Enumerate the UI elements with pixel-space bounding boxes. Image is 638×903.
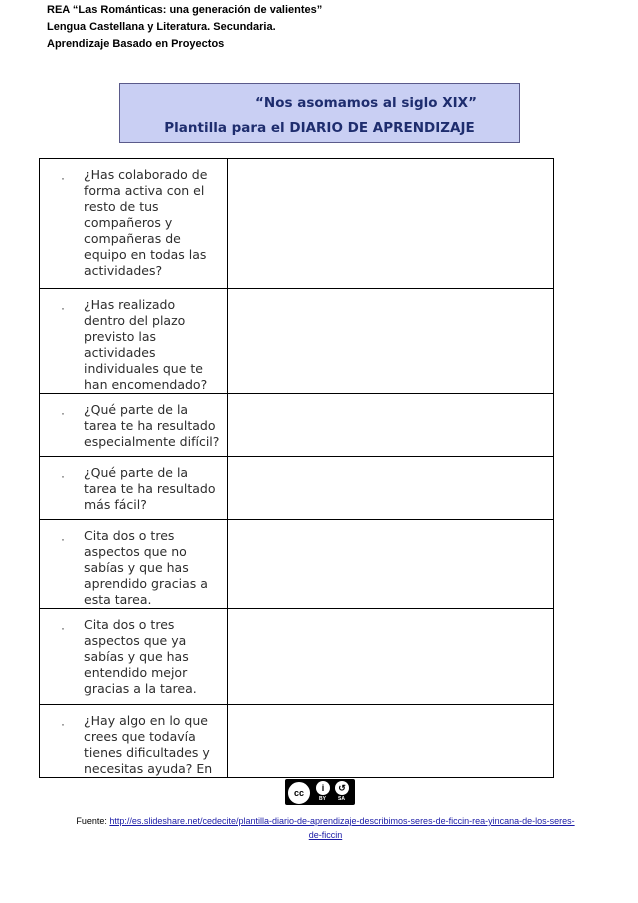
- question-text: [84, 705, 227, 777]
- header-line-1: REA “Las Románticas: una generación de valientes”: [47, 4, 323, 16]
- source-footer: [63, 814, 588, 842]
- header-line-2: Lengua Castellana y Literatura. Secundaria.: [47, 21, 276, 33]
- question-text: [84, 609, 227, 697]
- question-text-line: esta tarea.: [84, 592, 152, 607]
- question-text-line: han encomendado?: [84, 377, 208, 392]
- question-text-line: tienes dificultades y: [84, 745, 210, 760]
- bullet-marker: ·: [61, 717, 65, 731]
- diary-table: [39, 158, 554, 778]
- question-text-line: ¿Has realizado: [84, 297, 176, 312]
- cc-icon: cc: [287, 781, 311, 805]
- source-url-line-2: de-ficcin: [308, 830, 343, 840]
- bullet-marker: ·: [61, 406, 65, 420]
- question-text-line: ¿Qué parte de la: [84, 402, 189, 417]
- question-text-line: compañeras de: [84, 231, 181, 246]
- bullet-marker: ·: [61, 469, 65, 483]
- question-text-line: tarea te ha resultado: [84, 418, 216, 433]
- bullet-marker: ·: [61, 301, 65, 315]
- question-text-line: ¿Hay algo en lo que: [84, 713, 208, 728]
- answer-cell[interactable]: [228, 609, 554, 705]
- document-header: [47, 2, 322, 53]
- answer-cell[interactable]: [228, 520, 554, 609]
- question-text-line: actividades: [84, 345, 156, 360]
- bullet-marker: ·: [61, 532, 65, 546]
- question-text-line: individuales que te: [84, 361, 203, 376]
- source-link[interactable]: [109, 816, 574, 840]
- question-cell: [40, 159, 228, 289]
- question-row: [40, 457, 554, 520]
- bullet-marker: ·: [61, 171, 65, 185]
- question-text-line: entendido mejor: [84, 665, 188, 680]
- question-text-line: aprendido gracias a: [84, 576, 208, 591]
- answer-cell[interactable]: [228, 394, 554, 457]
- source-url-line-1: http://es.slideshare.net/cedecite/plantilla-diario-de-aprendizaje-describimos-seres-de-ficcin-rea-yincana-de-los-seres-: [109, 816, 575, 826]
- answer-cell[interactable]: [228, 705, 554, 778]
- question-text-line: forma activa con el: [84, 183, 205, 198]
- question-text-line: Cita dos o tres: [84, 528, 175, 543]
- answer-cell[interactable]: [228, 159, 554, 289]
- question-cell: [40, 705, 228, 778]
- title-line-1: “Nos asomamos al siglo XIX”: [255, 95, 477, 111]
- question-row: [40, 159, 554, 289]
- question-text-line: crees que todavía: [84, 729, 196, 744]
- question-text: [84, 457, 227, 513]
- question-text-line: sabías y que has: [84, 560, 189, 575]
- question-text-line: compañeros y: [84, 215, 173, 230]
- question-text-line: especialmente difícil?: [84, 434, 220, 449]
- header-line-3: Aprendizaje Basado en Proyectos: [47, 38, 225, 50]
- question-row: [40, 394, 554, 457]
- question-text: [84, 289, 227, 393]
- question-row: [40, 289, 554, 394]
- source-label: Fuente:: [76, 816, 110, 826]
- attribution-icon: i: [316, 781, 330, 795]
- question-cell: [40, 609, 228, 705]
- bullet-marker: ·: [61, 621, 65, 635]
- question-text-line: más fácil?: [84, 497, 147, 512]
- question-text-line: equipo en todas las: [84, 247, 207, 262]
- cc-by-sa-license-badge[interactable]: [285, 779, 355, 805]
- question-text: [84, 394, 227, 450]
- question-text-line: tarea te ha resultado: [84, 481, 216, 496]
- by-label: BY: [319, 796, 326, 802]
- question-text-line: gracias a la tarea.: [84, 681, 197, 696]
- answer-cell[interactable]: [228, 289, 554, 394]
- question-text-line: actividades?: [84, 263, 163, 278]
- title-box: [119, 83, 520, 143]
- question-row: [40, 609, 554, 705]
- question-row: [40, 520, 554, 609]
- sa-label: SA: [338, 796, 345, 802]
- question-cell: [40, 394, 228, 457]
- title-line-2: Plantilla para el DIARIO DE APRENDIZAJE: [164, 120, 475, 136]
- share-alike-icon: ↺: [335, 781, 349, 795]
- question-text-line: ¿Has colaborado de: [84, 167, 208, 182]
- question-text: [84, 159, 227, 279]
- question-text-line: aspectos que no: [84, 544, 187, 559]
- question-row: [40, 705, 554, 778]
- question-cell: [40, 520, 228, 609]
- question-cell: [40, 457, 228, 520]
- question-text-line: sabías y que has: [84, 649, 189, 664]
- question-text-line: Cita dos o tres: [84, 617, 175, 632]
- question-text-line: necesitas ayuda? En: [84, 761, 213, 776]
- question-text-line: ¿Qué parte de la: [84, 465, 189, 480]
- question-text-line: previsto las: [84, 329, 157, 344]
- question-text-line: aspectos que ya: [84, 633, 187, 648]
- answer-cell[interactable]: [228, 457, 554, 520]
- question-text: [84, 520, 227, 608]
- question-text-line: resto de tus: [84, 199, 159, 214]
- question-text-line: dentro del plazo: [84, 313, 186, 328]
- question-cell: [40, 289, 228, 394]
